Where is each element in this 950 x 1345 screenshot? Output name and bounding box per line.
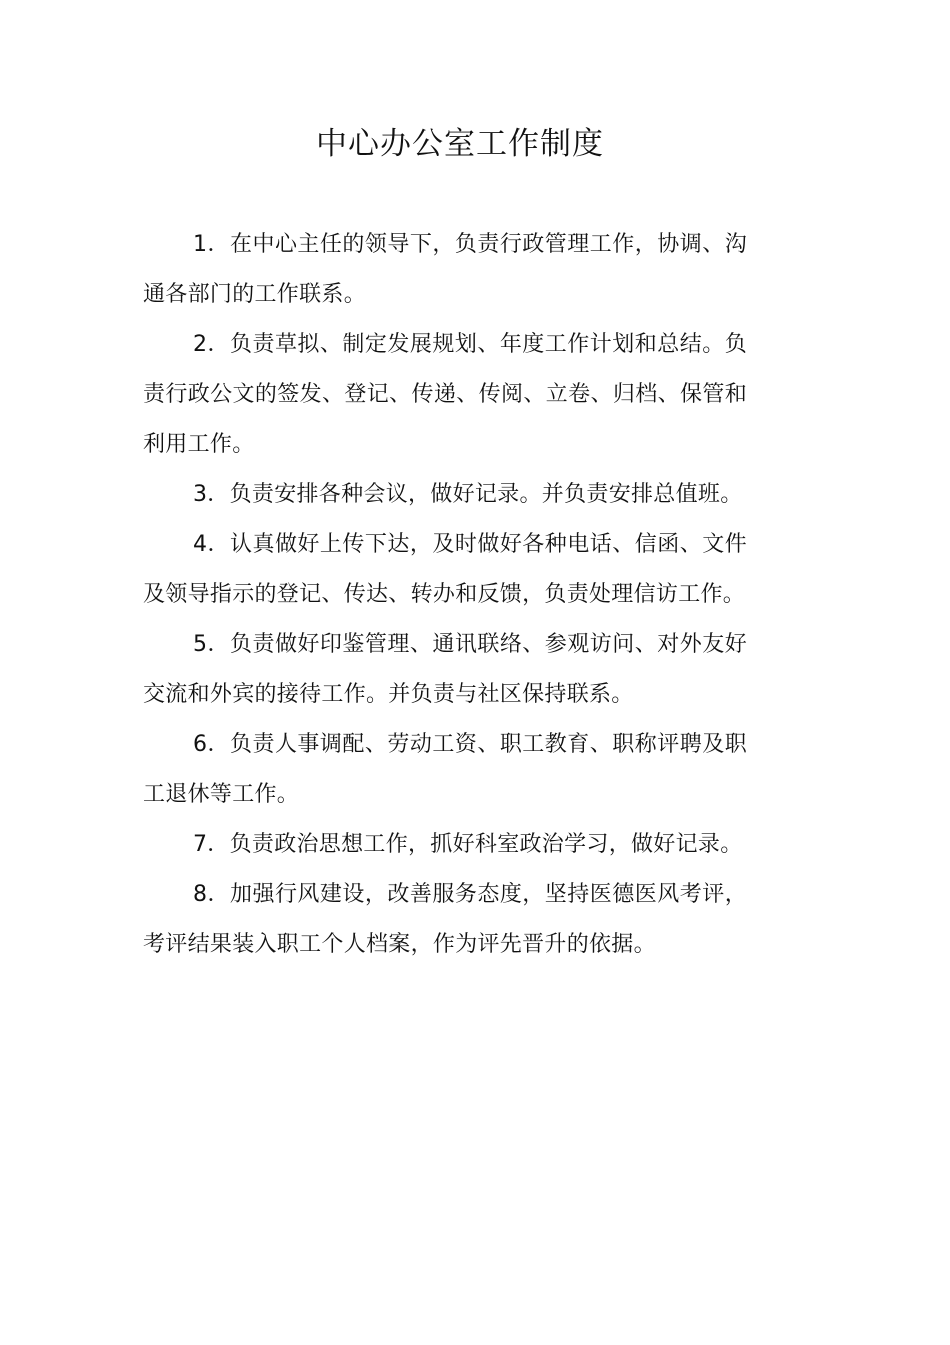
clause-4: 4．认真做好上传下达，及时做好各种电话、信函、文件及领导指示的登记、传达、转办和反馈，负责处理信访工作。 <box>143 532 747 607</box>
clause-2: 2．负责草拟、制定发展规划、年度工作计划和总结。负责行政公文的签发、登记、传递、传阅、立卷、归档、保管和利用工作。 <box>143 332 747 457</box>
clause-3: 3．负责安排各种会议，做好记录。并负责安排总值班。 <box>193 482 743 507</box>
clause-7: 7．负责政治思想工作，抓好科室政治学习，做好记录。 <box>193 832 743 857</box>
clause-8: 8．加强行风建设，改善服务态度，坚持医德医风考评，考评结果装入职工个人档案，作为评先晋升的依据。 <box>143 882 747 957</box>
document-title: 中心办公室工作制度 <box>316 126 604 162</box>
clause-5: 5．负责做好印鉴管理、通讯联络、参观访问、对外友好交流和外宾的接待工作。并负责与社区保持联系。 <box>143 632 747 707</box>
clause-1: 1．在中心主任的领导下，负责行政管理工作，协调、沟通各部门的工作联系。 <box>143 232 747 307</box>
clause-list <box>143 220 747 970</box>
clause-6: 6．负责人事调配、劳动工资、职工教育、职称评聘及职工退休等工作。 <box>143 732 747 807</box>
